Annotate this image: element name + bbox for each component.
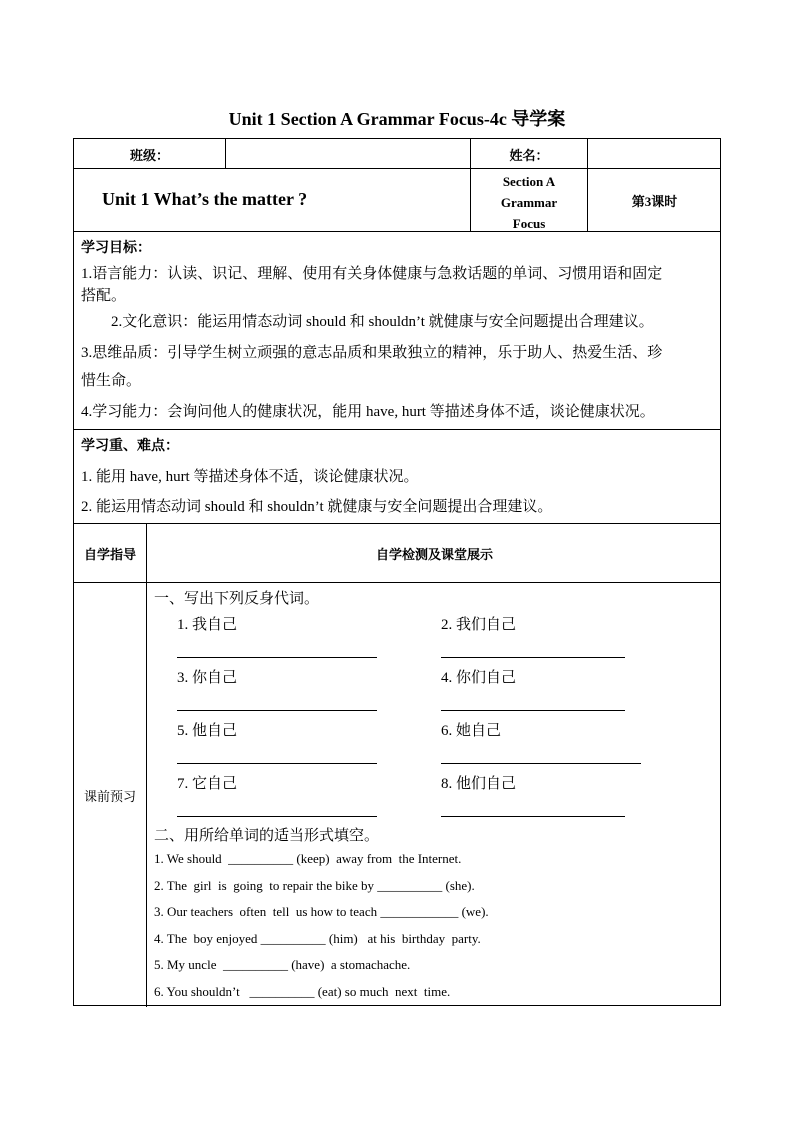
section-line: Focus <box>512 216 546 231</box>
objective-item: 搭配。 <box>81 288 127 304</box>
pronoun-item: 3. 你自己 <box>177 670 238 686</box>
class-field[interactable] <box>226 140 470 167</box>
self-study-guide-header: 自学指导 <box>83 547 136 562</box>
objective-item: 2.文化意识：能运用情态动词 should 和 shouldn’t 就健康与安全问题提出合理建议。 <box>111 314 654 330</box>
key-point-item: 2. 能运用情态动词 should 和 shouldn’t 就健康与安全问题提出合理建议。 <box>81 499 553 515</box>
key-points-section <box>81 436 717 518</box>
pronoun-item: 8. 他们自己 <box>441 776 517 792</box>
row-divider <box>74 582 720 583</box>
objectives-section <box>81 238 717 423</box>
name-label: 姓名： <box>509 148 549 163</box>
pronoun-item: 6. 她自己 <box>441 723 502 739</box>
answer-blank[interactable] <box>177 657 377 658</box>
unit-title: Unit 1 What’s the matter ? <box>102 189 308 209</box>
preview-label: 课前预习 <box>83 789 136 804</box>
pronoun-item: 4. 你们自己 <box>441 670 517 686</box>
objective-item: 3.思维品质：引导学生树立顽强的意志品质和果敢独立的精神，乐于助人、热爱生活、珍 <box>81 345 663 361</box>
part1-heading: 一、写出下列反身代词。 <box>154 591 320 607</box>
name-field[interactable] <box>588 140 721 167</box>
answer-blank[interactable] <box>177 763 377 764</box>
pronoun-item: 7. 它自己 <box>177 776 238 792</box>
class-label: 班级： <box>129 148 169 163</box>
self-check-header: 自学检测及课堂展示 <box>375 547 493 562</box>
fill-sentence: 2. The girl is going to repair the bike by __________ (she). <box>154 878 475 893</box>
answer-blank[interactable] <box>441 657 625 658</box>
page-title: Unit 1 Section A Grammar Focus-4c 导学案 <box>228 109 566 129</box>
objective-item: 惜生命。 <box>81 373 142 389</box>
answer-blank[interactable] <box>441 710 625 711</box>
fill-sentence: 4. The boy enjoyed __________ (him) at his birthday party. <box>154 931 481 946</box>
row-divider <box>74 523 720 524</box>
lesson-label: 第3课时 <box>631 194 678 209</box>
answer-blank[interactable] <box>177 710 377 711</box>
objectives-heading: 学习目标： <box>81 241 151 256</box>
row-divider <box>74 231 720 232</box>
pronoun-item: 1. 我自己 <box>177 617 238 633</box>
pronoun-item: 5. 他自己 <box>177 723 238 739</box>
row-divider <box>74 429 720 430</box>
key-point-item: 1. 能用 have, hurt 等描述身体不适，谈论健康状况。 <box>81 469 419 485</box>
fill-sentence: 6. You shouldn’t __________ (eat) so much next time. <box>154 984 451 999</box>
answer-blank[interactable] <box>441 763 641 764</box>
answer-blank[interactable] <box>177 816 377 817</box>
section-label <box>471 171 587 234</box>
key-points-heading: 学习重、难点： <box>81 439 179 454</box>
section-line: Section A <box>502 174 556 189</box>
answer-blank[interactable] <box>441 816 625 817</box>
fill-sentence: 5. My uncle __________ (have) a stomachache. <box>154 957 411 972</box>
objective-item: 1.语言能力：认读、识记、理解、使用有关身体健康与急救话题的单词、习惯用语和固定 <box>81 266 663 282</box>
objective-item: 4.学习能力：会询问他人的健康状况，能用 have, hurt 等描述身体不适，谈论健康状况。 <box>81 404 655 420</box>
worksheet-table <box>73 138 721 1006</box>
row-divider <box>74 168 720 169</box>
part2-heading: 二、用所给单词的适当形式填空。 <box>154 828 380 844</box>
fill-sentence: 3. Our teachers often tell us how to teach ____________ (we). <box>154 904 489 919</box>
section-line: Grammar <box>500 195 558 210</box>
pronoun-item: 2. 我们自己 <box>441 617 517 633</box>
col-divider <box>146 523 147 1007</box>
fill-sentence: 1. We should __________ (keep) away from the Internet. <box>154 851 462 866</box>
